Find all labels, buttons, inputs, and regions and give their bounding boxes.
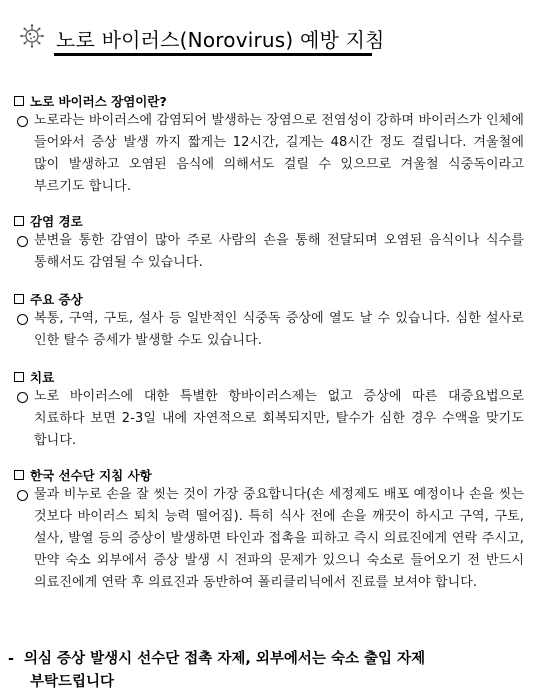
notice-line-1: [8, 648, 508, 671]
section-body-item: [14, 386, 524, 452]
virus-clipart-icon: [18, 22, 46, 50]
section-heading-label: 노로 바이러스 장염이란?: [30, 94, 167, 109]
section-body-item: [14, 484, 524, 594]
section-heading-label: 치료: [30, 370, 55, 385]
section-transmission: [14, 212, 524, 274]
section-body-text: 물과 비누로 손을 잘 씻는 것이 가장 중요합니다(손 세정제도 배포 예정이나 손을 씻는 것보다 바이러스 퇴치 능력 떨어짐). 특히 식사 전에 손을 깨끗이 하시고 구역, 구토, 설사, 발열 등의 증상이 발생하면 타인과 접촉을 피하고 즉시 의료진에게 연락 주시고, 만약 숙소 외부에서 증상 발생 시 전파의 문제가 있으니 숙소로 들어오기 전 반드시 의료진에게 연락 후 의료진과 동반하여 폴리클리닉에서 진료를 보셔야 합니다.: [34, 487, 524, 590]
section-body-text: 노로라는 바이러스에 감염되어 발생하는 장염으로 전염성이 강하며 바이러스가 인체에 들어와서 증상 발생 까지 짧게는 12시간, 길게는 48시간 정도 걸립니다. 겨울철에 많이 발생하고 오염된 음식에 의해서도 걸릴 수 있으므로 겨울철 식중독이라고 부르기도 합니다.: [34, 113, 524, 194]
section-symptoms: [14, 290, 524, 352]
section-heading: [14, 290, 524, 308]
important-notice: [8, 648, 508, 694]
checkbox-square-icon: [14, 470, 24, 480]
section-heading: [14, 212, 524, 230]
notice-text-1: 의심 증상 발생시 선수단 접촉 자제, 외부에서는 숙소 출입 자제: [24, 651, 426, 667]
title-underline: [54, 53, 372, 56]
section-team-guidelines: [14, 466, 524, 594]
circle-bullet-icon: [17, 490, 28, 501]
checkbox-square-icon: [14, 294, 24, 304]
checkbox-square-icon: [14, 216, 24, 226]
notice-dash: -: [8, 651, 15, 667]
section-body-item: [14, 308, 524, 352]
section-heading: [14, 466, 524, 484]
section-heading-label: 주요 증상: [30, 292, 83, 307]
checkbox-square-icon: [14, 96, 24, 106]
document-title-block: [18, 20, 385, 56]
circle-bullet-icon: [17, 236, 28, 247]
section-heading: [14, 368, 524, 386]
section-treatment: [14, 368, 524, 452]
circle-bullet-icon: [17, 314, 28, 325]
section-definition: [14, 92, 524, 198]
section-body-text: 복통, 구역, 구토, 설사 등 일반적인 식중독 증상에 열도 날 수 있습니다. 심한 설사로 인한 탈수 증세가 발생할 수도 있습니다.: [34, 311, 524, 348]
section-heading: [14, 92, 524, 110]
section-heading-label: 감염 경로: [30, 214, 83, 229]
circle-bullet-icon: [17, 392, 28, 403]
page-title: 노로 바이러스(Norovirus) 예방 지침: [56, 28, 385, 52]
checkbox-square-icon: [14, 372, 24, 382]
section-heading-label: 한국 선수단 지침 사항: [30, 468, 152, 483]
section-body-text: 분변을 통한 감염이 많아 주로 사람의 손을 통해 전달되며 오염된 음식이나 식수를 통해서도 감염될 수 있습니다.: [34, 233, 524, 270]
section-body-item: [14, 230, 524, 274]
section-body-text: 노로 바이러스에 대한 특별한 항바이러스제는 없고 증상에 따른 대증요법으로 치료하다 보면 2-3일 내에 자연적으로 회복되지만, 탈수가 심한 경우 수액을 맞기도 합니다.: [34, 389, 524, 448]
circle-bullet-icon: [17, 116, 28, 127]
notice-text-2: 부탁드립니다: [30, 674, 115, 690]
section-body-item: [14, 110, 524, 198]
